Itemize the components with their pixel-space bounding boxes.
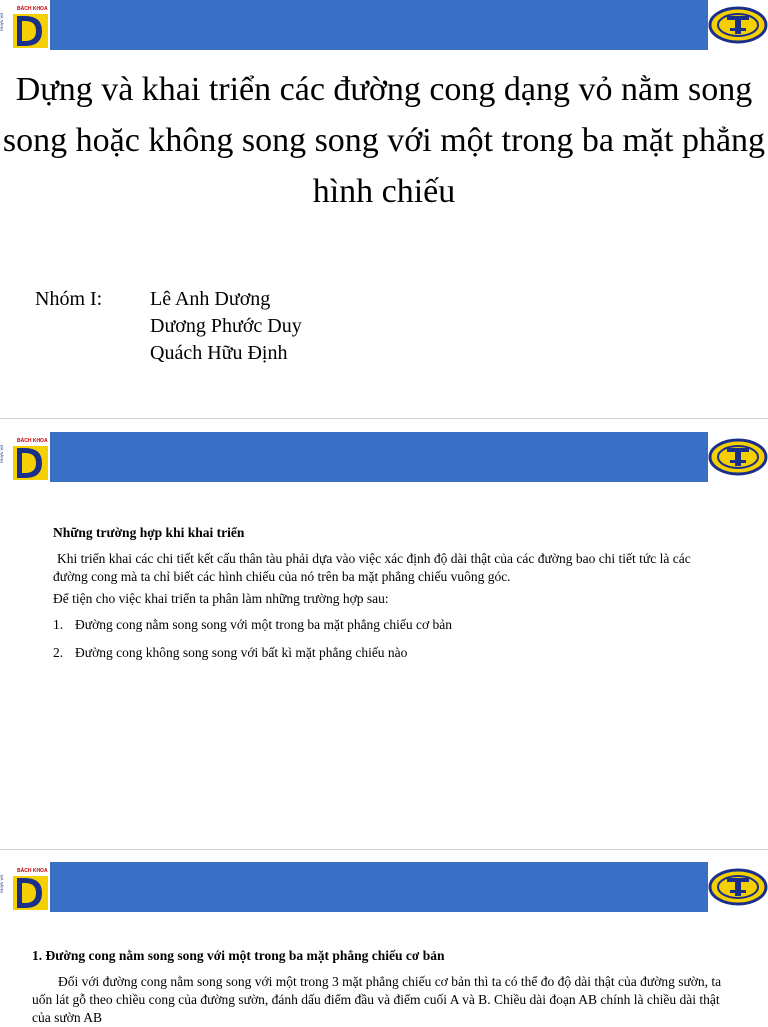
header-band bbox=[50, 0, 708, 50]
slide-header bbox=[0, 862, 768, 912]
member-name: Lê Anh Dương bbox=[150, 288, 271, 310]
slide-3-body bbox=[32, 947, 722, 1027]
slide-title: Dựng và khai triển các đường cong dạng vỏ nằm song song hoặc không song song với một trong ba mặt phẳng hình chiếu bbox=[2, 71, 766, 210]
body-paragraph: Đối với đường cong nằm song song với một trong 3 mặt phẳng chiếu cơ bản thì ta có thể đo độ dài thật của đường sườn, ta uốn lát gỗ theo chiều cong của đường sườn, đánh dấu điểm đầu và điểm cuối A và B. Chiều dài đoạn AB chính là chiều dài thật của sườn AB bbox=[32, 974, 722, 1025]
university-emblem-icon bbox=[708, 0, 768, 50]
cases-list bbox=[53, 616, 703, 662]
header-band bbox=[50, 862, 708, 912]
svg-text:BÁCH KHOA: BÁCH KHOA bbox=[17, 6, 48, 12]
slide-2 bbox=[0, 432, 768, 837]
member-name: Dương Phước Duy bbox=[150, 315, 302, 337]
slide-header bbox=[0, 0, 768, 50]
university-emblem-icon bbox=[708, 862, 768, 912]
intro-paragraph: Khi triển khai các chi tiết kết cấu thân tàu phải dựa vào việc xác định độ dài thật của các đường bao chi tiết tức là các đường cong mà ta chỉ biết các hình chiếu của nó trên ba mặt phẳng chiếu vuông góc. bbox=[53, 551, 691, 584]
svg-text:ĐÀ NẴNG: ĐÀ NẴNG bbox=[0, 13, 5, 32]
team-members bbox=[150, 286, 302, 367]
slide-separator bbox=[0, 418, 768, 419]
member-name: Quách Hữu Định bbox=[150, 342, 288, 364]
svg-text:BÁCH KHOA: BÁCH KHOA bbox=[17, 868, 48, 874]
list-item: 1. Đường cong nằm song song với một trong ba mặt phẳng chiếu cơ bản bbox=[53, 617, 453, 632]
bach-khoa-logo-icon bbox=[1, 863, 49, 911]
svg-text:ĐÀ NẴNG: ĐÀ NẴNG bbox=[0, 445, 5, 464]
list-item: 2. Đường cong không song song với bất kì mặt phẳng chiếu nào bbox=[53, 645, 408, 660]
slide-3 bbox=[0, 862, 768, 1024]
bach-khoa-logo-icon bbox=[1, 1, 49, 49]
header-band bbox=[50, 432, 708, 482]
slide-1 bbox=[0, 0, 768, 405]
svg-text:BÁCH KHOA: BÁCH KHOA bbox=[17, 438, 48, 444]
university-emblem-icon bbox=[708, 432, 768, 482]
slide-separator bbox=[0, 849, 768, 850]
slide-2-body bbox=[53, 524, 703, 672]
slide-header bbox=[0, 432, 768, 482]
cases-intro: Để tiện cho việc khai triển ta phân làm những trường hợp sau: bbox=[53, 591, 389, 606]
section-heading: Những trường hợp khi khai triển bbox=[53, 525, 245, 540]
bach-khoa-logo-icon bbox=[1, 433, 49, 481]
section-heading: 1. Đường cong nằm song song với một trong ba mặt phẳng chiếu cơ bản bbox=[32, 948, 445, 963]
team-label: Nhóm I: bbox=[35, 288, 103, 310]
svg-text:ĐÀ NẴNG: ĐÀ NẴNG bbox=[0, 875, 5, 894]
